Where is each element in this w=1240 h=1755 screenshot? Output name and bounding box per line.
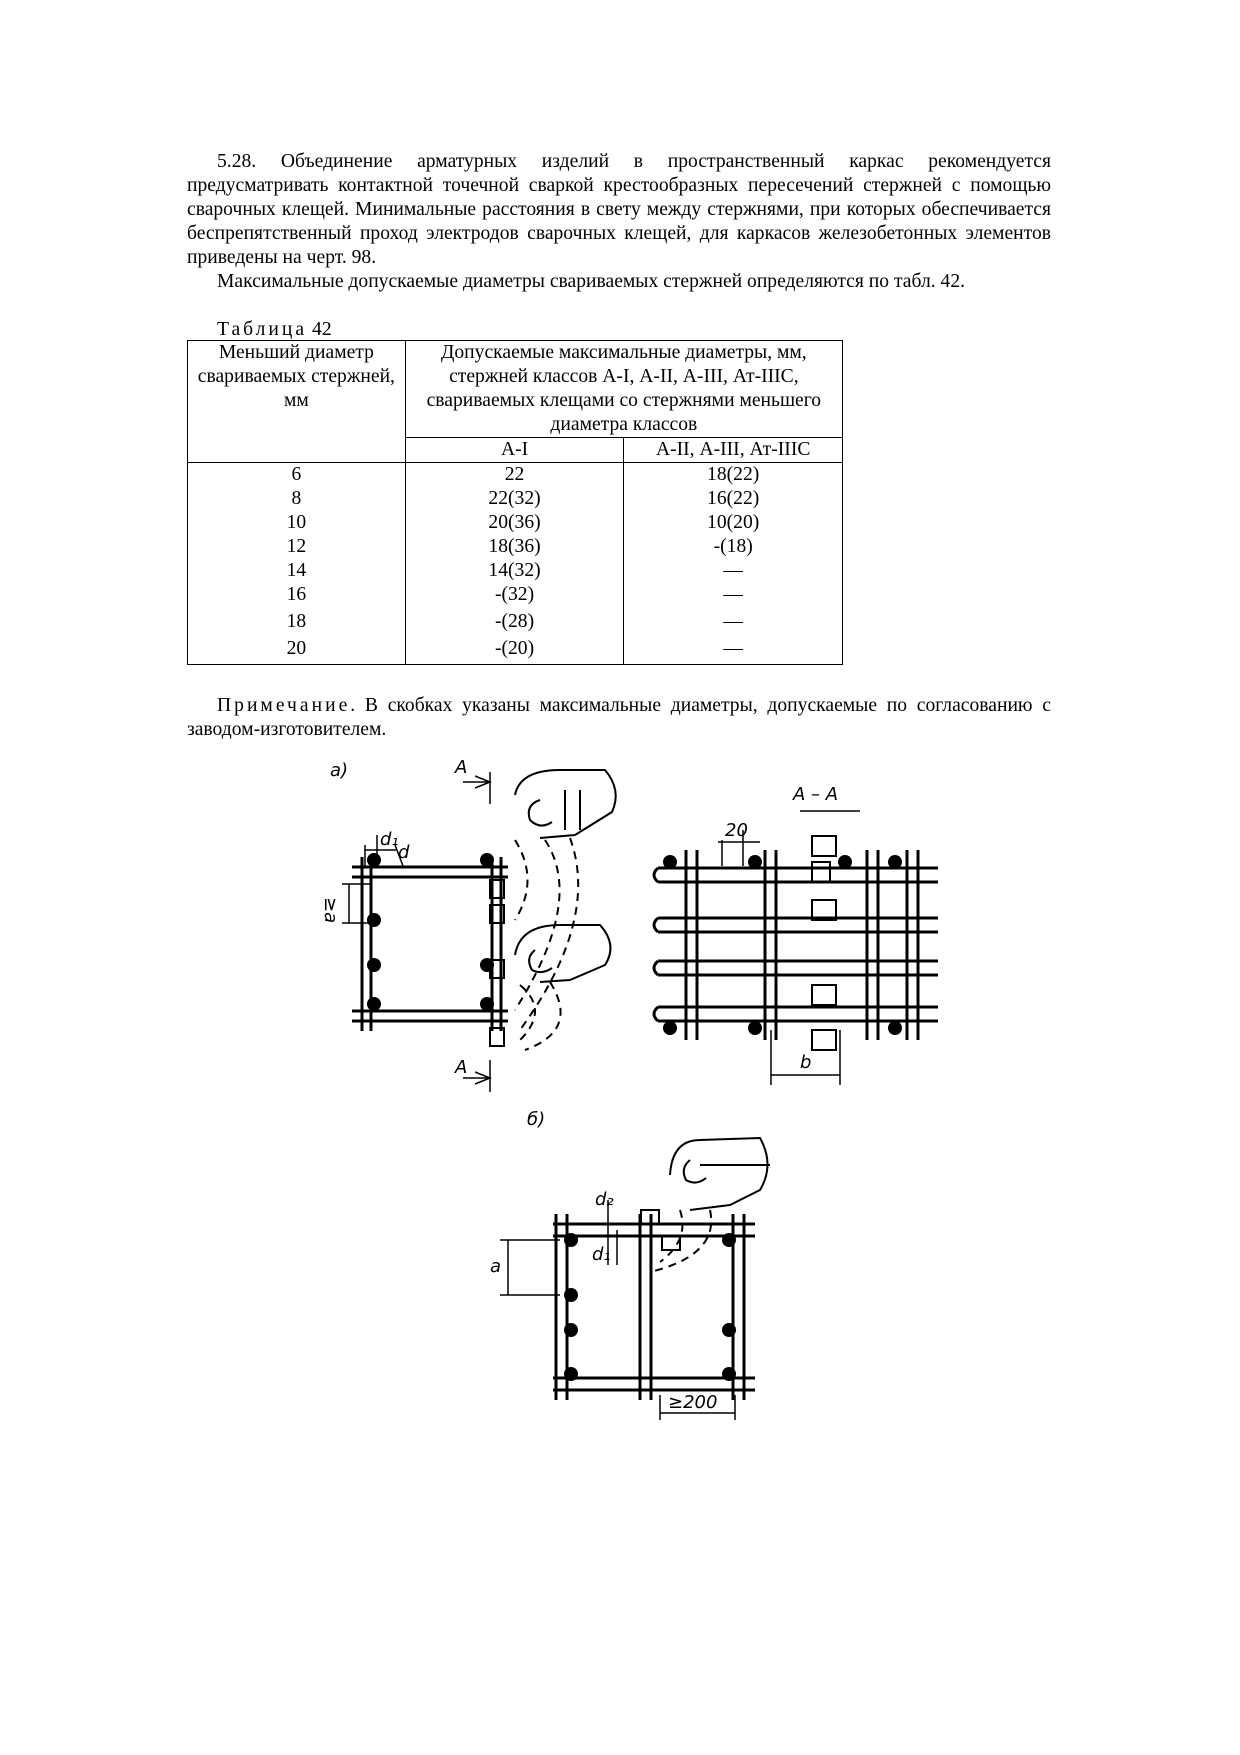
section-mark-top: А <box>455 757 468 778</box>
cell-a1: 14(32) <box>405 559 624 583</box>
cell-a2: — <box>624 583 843 610</box>
welding-clamp-upper <box>490 770 616 1030</box>
dim-d1: d₁ <box>380 829 399 850</box>
cell-a2: 10(20) <box>624 511 843 535</box>
cell-d: 6 <box>188 463 406 488</box>
cell-a2: 16(22) <box>624 487 843 511</box>
cell-a1: -(28) <box>405 610 624 637</box>
section-title: А – А <box>793 784 839 805</box>
cell-a1: 22 <box>405 463 624 488</box>
dim-20: 20 <box>725 820 748 841</box>
dim-d2: d₂ <box>595 1189 614 1210</box>
cell-a1: -(32) <box>405 583 624 610</box>
dim-a: ≥a <box>320 897 341 924</box>
dim-d1-b: d₁ <box>592 1244 611 1265</box>
subheader-a2-a3: А-II, А-III, Ат-IIIС <box>624 438 843 463</box>
cell-a1: 20(36) <box>405 511 624 535</box>
subheader-a1: А-I <box>405 438 624 463</box>
cell-d: 14 <box>188 559 406 583</box>
note-label: Примечание <box>217 695 351 716</box>
dim-200: ≥200 <box>668 1392 718 1413</box>
cell-a2: 18(22) <box>624 463 843 488</box>
cell-d: 12 <box>188 535 406 559</box>
cell-d: 18 <box>188 610 406 637</box>
dims-aa <box>718 811 860 1085</box>
frame-elevation-aa <box>654 850 938 1040</box>
cell-a2: -(18) <box>624 535 843 559</box>
dims-b <box>500 1200 735 1420</box>
paragraph-1: 5.28. Объединение арматурных изделий в пространственный каркас рекомендуется предусматривать контактной точечной сваркой крестообразных пересечений стержней с помощью сварочных клещей. Минимальные расстояния в свету между стержнями, при которых обеспечивается беспрепятственный проход электродов сварочных клещей, для каркасов железобетонных элементов приведены на черт. 98. <box>187 151 1051 268</box>
section-mark-bottom: А <box>455 1057 468 1078</box>
cell-d: 16 <box>188 583 406 610</box>
cell-d: 8 <box>188 487 406 511</box>
dim-a-b: a <box>490 1256 502 1277</box>
welding-clamp-b <box>641 1138 770 1272</box>
cell-a2: — <box>624 559 843 583</box>
cell-d: 10 <box>188 511 406 535</box>
header-min-diameter: Меньший диаметр свариваемых стержней, мм <box>188 341 406 463</box>
cell-a2: — <box>624 637 843 665</box>
cell-d: 20 <box>188 637 406 665</box>
label-a: а) <box>330 760 349 781</box>
dim-d: d <box>398 842 410 863</box>
table-caption-number: 42 <box>312 319 332 340</box>
note-text: . В скобках указаны максимальные диаметры, допускаемые по согласованию с заводом-изготовителем. <box>187 695 1051 740</box>
welding-clamp-lower <box>490 925 610 1050</box>
dim-b: b <box>800 1052 812 1073</box>
cell-a1: 22(32) <box>405 487 624 511</box>
paragraph-2: Максимальные допускаемые диаметры свариваемых стержней определяются по табл. 42. <box>217 271 966 292</box>
cell-a2: — <box>624 610 843 637</box>
cell-a1: 18(36) <box>405 535 624 559</box>
label-b: б) <box>527 1109 546 1130</box>
header-max-diameters: Допускаемые максимальные диаметры, мм, стержней классов А-I, А-II, А-III, Ат-IIIС, свариваемых клещами со стержнями меньшего диаметра классов <box>405 341 842 438</box>
cell-a1: -(20) <box>405 637 624 665</box>
dims-a <box>342 772 490 1092</box>
table-caption-word: Таблица <box>217 319 308 340</box>
